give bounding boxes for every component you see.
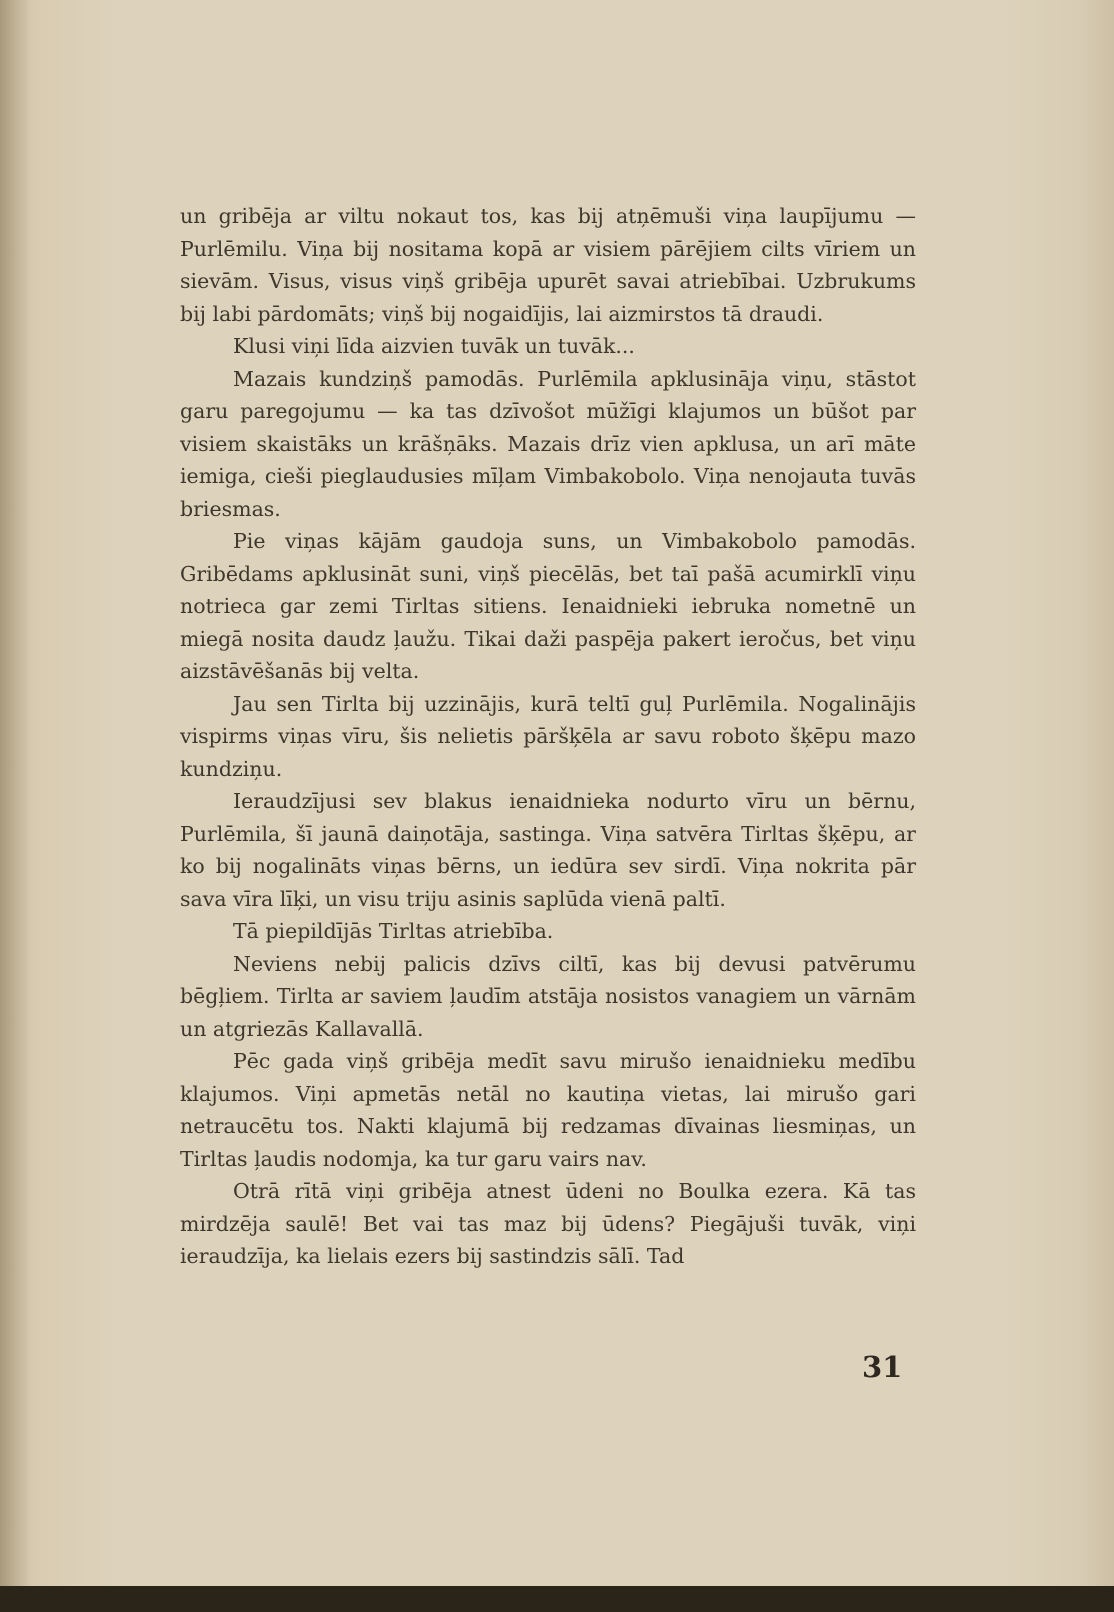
scan-bottom-edge [0, 1586, 1114, 1612]
paragraph: Otrā rītā viņi gribēja atnest ūdeni no Boulka ezera. Kā tas mirdzēja saulē! Bet vai tas maz bij ūdens? Piegājuši tuvāk, viņi ieraudzīja, ka lielais ezers bij sastindzis sālī. Tad [180, 1179, 916, 1268]
paragraph: Ieraudzījusi sev blakus ienaidnieka nodurto vīru un bērnu, Purlēmila, šī jaunā daiņotāja, sastinga. Viņa satvēra Tirltas šķēpu, ar ko bij nogalināts viņas bērns, un iedūra sev sirdī. Viņa nokrita pār sava vīra līķi, un visu triju asinis saplūda vienā paltī. [180, 789, 916, 911]
paragraph: Pēc gada viņš gribēja medīt savu mirušo ienaidnieku medību klajumos. Viņi apmetās netāl no kautiņa vietas, lai mirušo gari netraucētu tos. Nakti klajumā bij redzamas dīvainas liesmiņas, un Tirltas ļaudis nodomja, ka tur garu vairs nav. [180, 1049, 916, 1171]
page-gutter [0, 0, 30, 1612]
paragraph: Tā piepildījās Tirltas atriebība. [233, 919, 554, 943]
paragraph: Jau sen Tirlta bij uzzinājis, kurā teltī guļ Purlēmila. Nogalinājis vispirms viņas vīru, šis nelietis pāršķēla ar savu roboto šķēpu mazo kundziņu. [180, 691, 916, 781]
body-text [180, 200, 916, 1273]
paragraph: Neviens nebij palicis dzīvs ciltī, kas bij devusi patvērumu bēgļiem. Tirlta ar saviem ļaudīm atstāja nosistos vanagiem un vārnām un atgriezās Kallavallā. [180, 951, 916, 1041]
paragraph: Klusi viņi līda aizvien tuvāk un tuvāk... [233, 334, 635, 358]
page-number: 31 [862, 1350, 903, 1384]
paragraph: un gribēja ar viltu nokaut tos, kas bij atņēmuši viņa laupījumu — Purlēmilu. Viņa bij nositama kopā ar visiem pārējiem cilts vīriem un sievām. Visus, visus viņš gribēja upurēt savai atriebībai. Uzbrukums bij labi pārdomāts; viņš bij nogaidījis, lai aizmirstos tā draudi. [180, 204, 916, 326]
paragraph: Pie viņas kājām gaudoja suns, un Vimbakobolo pamodās. Gribēdams apklusināt suni, viņš piecēlās, bet taī pašā acumirklī viņu notrieca gar zemi Tirltas sitiens. Ienaidnieki iebruka nometnē un miegā nosita daudz ļaužu. Tikai daži paspēja pakert ieročus, bet viņu aizstāvēšanās bij velta. [180, 529, 916, 683]
paragraph: Mazais kundziņš pamodās. Purlēmila apklusināja viņu, stāstot garu paregojumu — ka tas dzīvošot mūžīgi klajumos un būšot par visiem skaistāks un krāšņāks. Mazais drīz vien apklusa, un arī māte iemiga, cieši pieglaudusies mīļam Vimbakobolo. Viņa nenojauta tuvās briesmas. [180, 366, 916, 521]
